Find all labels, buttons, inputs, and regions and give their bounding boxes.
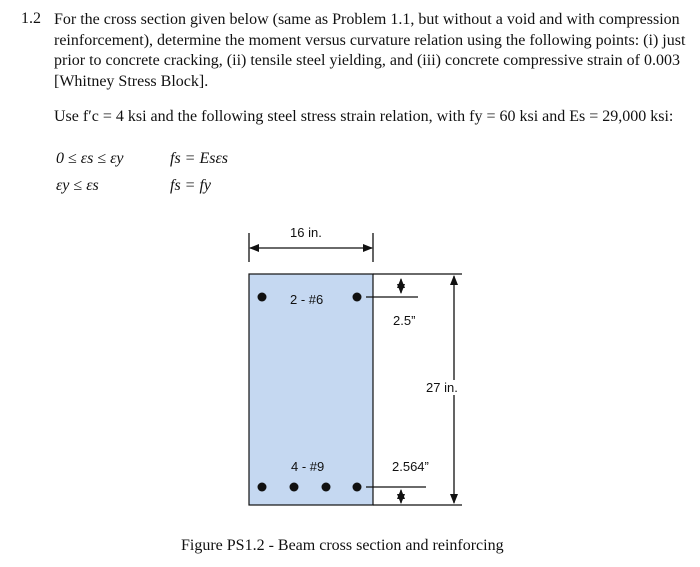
relation-2-condition: εy ≤ εs	[56, 177, 99, 194]
figure-caption: Figure PS1.2 - Beam cross section and reinforcing	[181, 537, 504, 554]
material-properties-line: Use f′c = 4 ksi and the following steel stress strain relation, with fy = 60 ksi and Es = 29,000 ksi:	[54, 108, 674, 125]
bottom-bar-1	[258, 483, 267, 492]
bottom-cover-label: 2.564”	[392, 459, 429, 474]
top-bar-right	[353, 293, 362, 302]
top-bar-left	[258, 293, 267, 302]
depth-label: 27 in.	[426, 380, 458, 395]
relation-1-condition: 0 ≤ εs ≤ εy	[56, 150, 124, 167]
width-label: 16 in.	[290, 225, 322, 240]
relation-2-equation: fs = fy	[170, 177, 212, 194]
bottom-bar-3	[322, 483, 331, 492]
problem-number: 1.2	[21, 10, 41, 27]
bottom-bar-2	[290, 483, 299, 492]
bottom-bar-4	[353, 483, 362, 492]
top-bars-label: 2 - #6	[290, 292, 324, 307]
problem-statement: For the cross section given below (same as Problem 1.1, but without a void and with compression reinforcement), determine the moment versus curvature relation using the following points: (i) just prior to concrete cracking, (ii) tensile steel yielding, and (iii) concrete compressive strain of 0.003 [Whitney Stress Block].	[54, 11, 686, 90]
bottom-bars-label: 4 - #9	[291, 459, 325, 474]
relation-1-equation: fs = Esεs	[170, 150, 228, 167]
top-cover-label: 2.5”	[393, 313, 416, 328]
